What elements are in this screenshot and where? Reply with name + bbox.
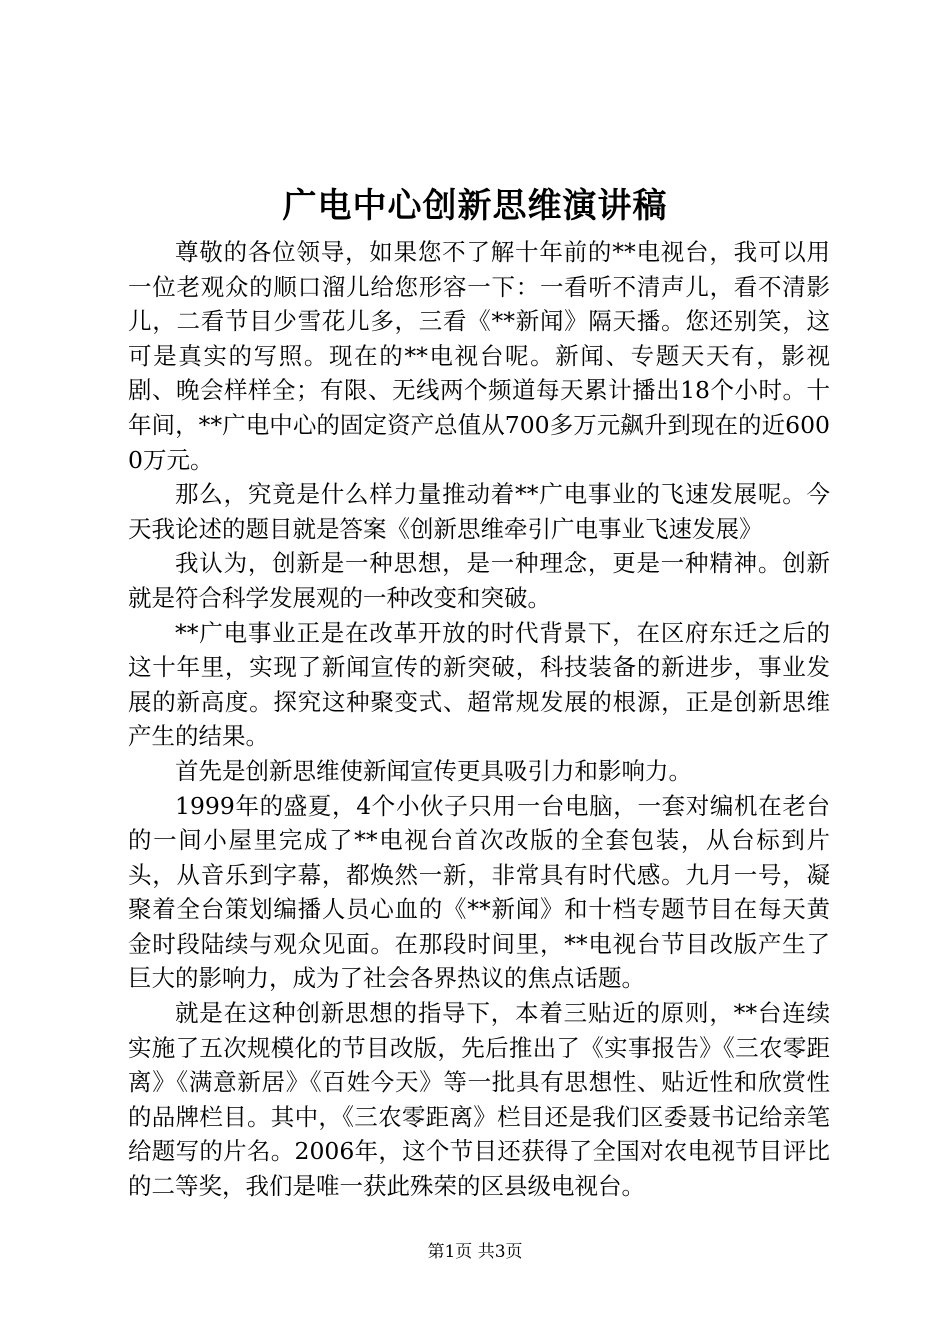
paragraph-6: 1999年的盛夏，4个小伙子只用一台电脑，一套对编机在老台的一间小屋里完成了**电视台首次改版的全套包装，从台标到片头，从音乐到字幕，都焕然一新，非常具有时代感。九月一号，凝聚着全台策划编播人员心血的《**新闻》和十档专题节目在每天黄金时段陆续与观众见面。在那段时间里，**电视台节目改版产生了巨大的影响力，成为了社会各界热议的焦点话题。 <box>128 791 830 993</box>
page-indicator: 第1页 共3页 <box>427 1242 523 1262</box>
paragraph-4: **广电事业正是在改革开放的时代背景下，在区府东迁之后的这十年里，实现了新闻宣传的新突破，科技装备的新进步，事业发展的新高度。探究这种聚变式、超常规发展的根源，正是创新思维产生的结果。 <box>128 618 830 751</box>
document-title: 广电中心创新思维演讲稿 <box>282 186 668 226</box>
paragraph-1: 尊敬的各位领导，如果您不了解十年前的**电视台，我可以用一位老观众的顺口溜儿给您形容一下：一看听不清声儿，看不清影儿，二看节目少雪花儿多，三看《**新闻》隔天播。您还别笑，这可是真实的写照。现在的**电视台呢。新闻、专题天天有，影视剧、晚会样样全；有限、无线两个频道每天累计播出18个小时。十年间，**广电中心的固定资产总值从700多万元飙升到现在的近6000万元。 <box>128 238 830 474</box>
paragraph-5: 首先是创新思维使新闻宣传更具吸引力和影响力。 <box>175 756 692 785</box>
paragraph-7: 就是在这种创新思想的指导下，本着三贴近的原则，**台连续实施了五次规模化的节目改版，先后推出了《实事报告》《三农零距离》《满意新居》《百姓今天》等一批具有思想性、贴近性和欣赏性的品牌栏目。其中，《三农零距离》栏目还是我们区委聂书记给亲笔给题写的片名。2006年，这个节目还获得了全国对农电视节目评比的二等奖，我们是唯一获此殊荣的区县级电视台。 <box>128 999 830 1201</box>
paragraph-3: 我认为，创新是一种思想，是一种理念，更是一种精神。创新就是符合科学发展观的一种改变和突破。 <box>128 549 830 612</box>
document-body <box>128 235 830 1204</box>
paragraph-2: 那么，究竟是什么样力量推动着**广电事业的飞速发展呢。今天我论述的题目就是答案《创新思维牵引广电事业飞速发展》 <box>128 480 830 543</box>
